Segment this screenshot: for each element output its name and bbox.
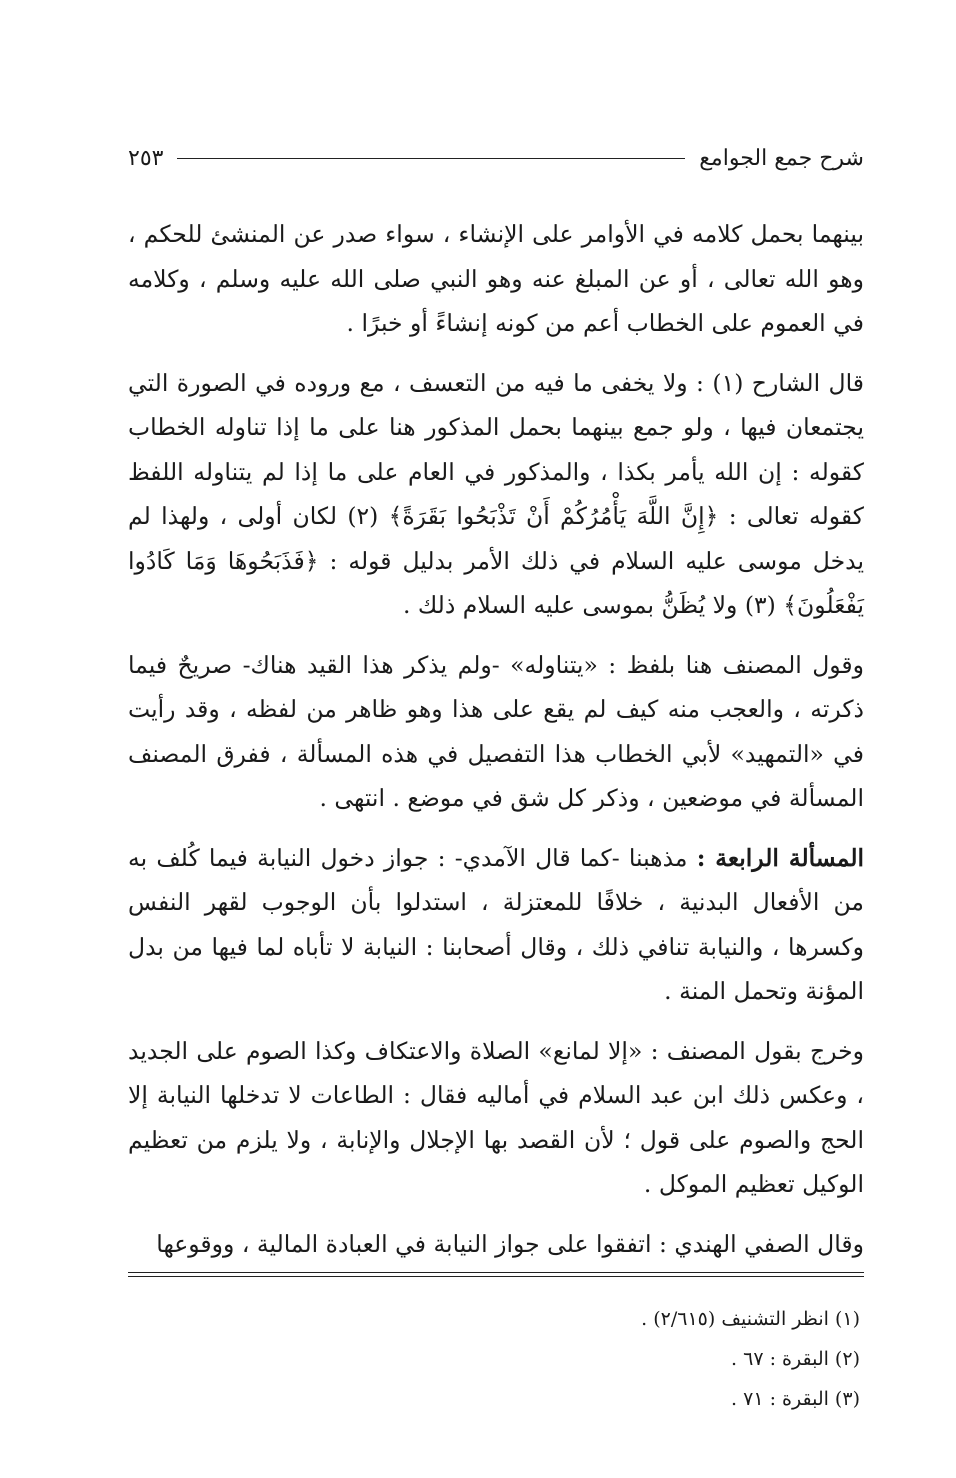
running-header (128, 138, 864, 178)
paragraph (128, 212, 864, 346)
paragraph (128, 643, 864, 821)
paragraph (128, 1222, 864, 1267)
paragraph-text: وقال الصفي الهندي : اتفقوا على جواز النيابة في العبادة المالية ، ووقوعها (156, 1229, 864, 1258)
page-number: ٢٥٣ (128, 145, 164, 171)
section-heading: المسألة الرابعة : (696, 843, 865, 872)
book-page (128, 138, 864, 1419)
footnote: (٣) البقرة : ٧١ . (731, 1388, 860, 1410)
footnote-separator (128, 1272, 864, 1277)
footnotes (128, 1299, 864, 1419)
paragraph (128, 1029, 864, 1207)
paragraph-text: مذهبنا -كما قال الآمدي- : جواز دخول النيابة فيما كُلف به من الأفعال البدنية ، خلافًا للمعتزلة ، استدلوا بأن الوجوب لقهر النفس وكسرها ، والنيابة تنافي ذلك ، وقال أصحابنا : النيابة لا تأباه لما فيها من بدل المؤنة وتحمل المنة . (128, 843, 864, 1005)
book-title: شرح جمع الجوامع (699, 145, 864, 171)
paragraph-text: قال الشارح (١) : ولا يخفى ما فيه من التعسف ، مع وروده في الصورة التي يجتمعان فيها ، ولو جمع بينهما بحمل المذكور هنا على ما إذا تناوله الخطاب كقوله : إن الله يأمر بكذا ، والمذكور في العام على ما إذا لم يتناوله اللفظ كقوله تعالى : ﴿إِنَّ اللَّهَ يَأْمُرُكُمْ أَنْ تَذْبَحُوا بَقَرَةً﴾ (٢) لكان أولى ، ولهذا لم يدخل موسى عليه السلام في ذلك الأمر بدليل قوله : ﴿فَذَبَحُوهَا وَمَا كَادُوا يَفْعَلُونَ﴾ (٣) ولا يُظَنُّ بموسى عليه السلام ذلك . (128, 368, 864, 619)
header-rule (177, 158, 685, 159)
footnote: (١) انظر التشنيف (٢/٦١٥) . (641, 1308, 860, 1330)
paragraph-text: وقول المصنف هنا بلفظ : «يتناوله» -ولم يذكر هذا القيد هناك- صريحٌ فيما ذكرته ، والعجب منه كيف لم يقع على هذا وهو ظاهر من لفظه ، وقد رأيت في «التمهيد» لأبي الخطاب هذا التفصيل في هذه المسألة ، ففرق المصنف المسألة في موضعين ، وذكر كل شق في موضع . انتهى . (128, 650, 864, 812)
paragraph (128, 361, 864, 628)
paragraph-text: وخرج بقول المصنف : «إلا لمانع» الصلاة والاعتكاف وكذا الصوم على الجديد ، وعكس ذلك ابن عبد السلام في أماليه فقال : الطاعات لا تدخلها النيابة إلا الحج والصوم على قول ؛ لأن القصد بها الإجلال والإنابة ، ولا يلزم من تعظيم الوكيل تعظيم الموكل . (128, 1036, 864, 1198)
footnote: (٢) البقرة : ٦٧ . (731, 1348, 860, 1370)
paragraph (128, 836, 864, 1014)
paragraph-text: بينهما بحمل كلامه في الأوامر على الإنشاء ، سواء صدر عن المنشئ للحكم ، وهو الله تعالى ، أو عن المبلغ عنه وهو النبي صلى الله عليه وسلم ، وكلامه في العموم على الخطاب أعم من كونه إنشاءً أو خبرًا . (128, 220, 864, 337)
main-text (128, 212, 864, 1266)
